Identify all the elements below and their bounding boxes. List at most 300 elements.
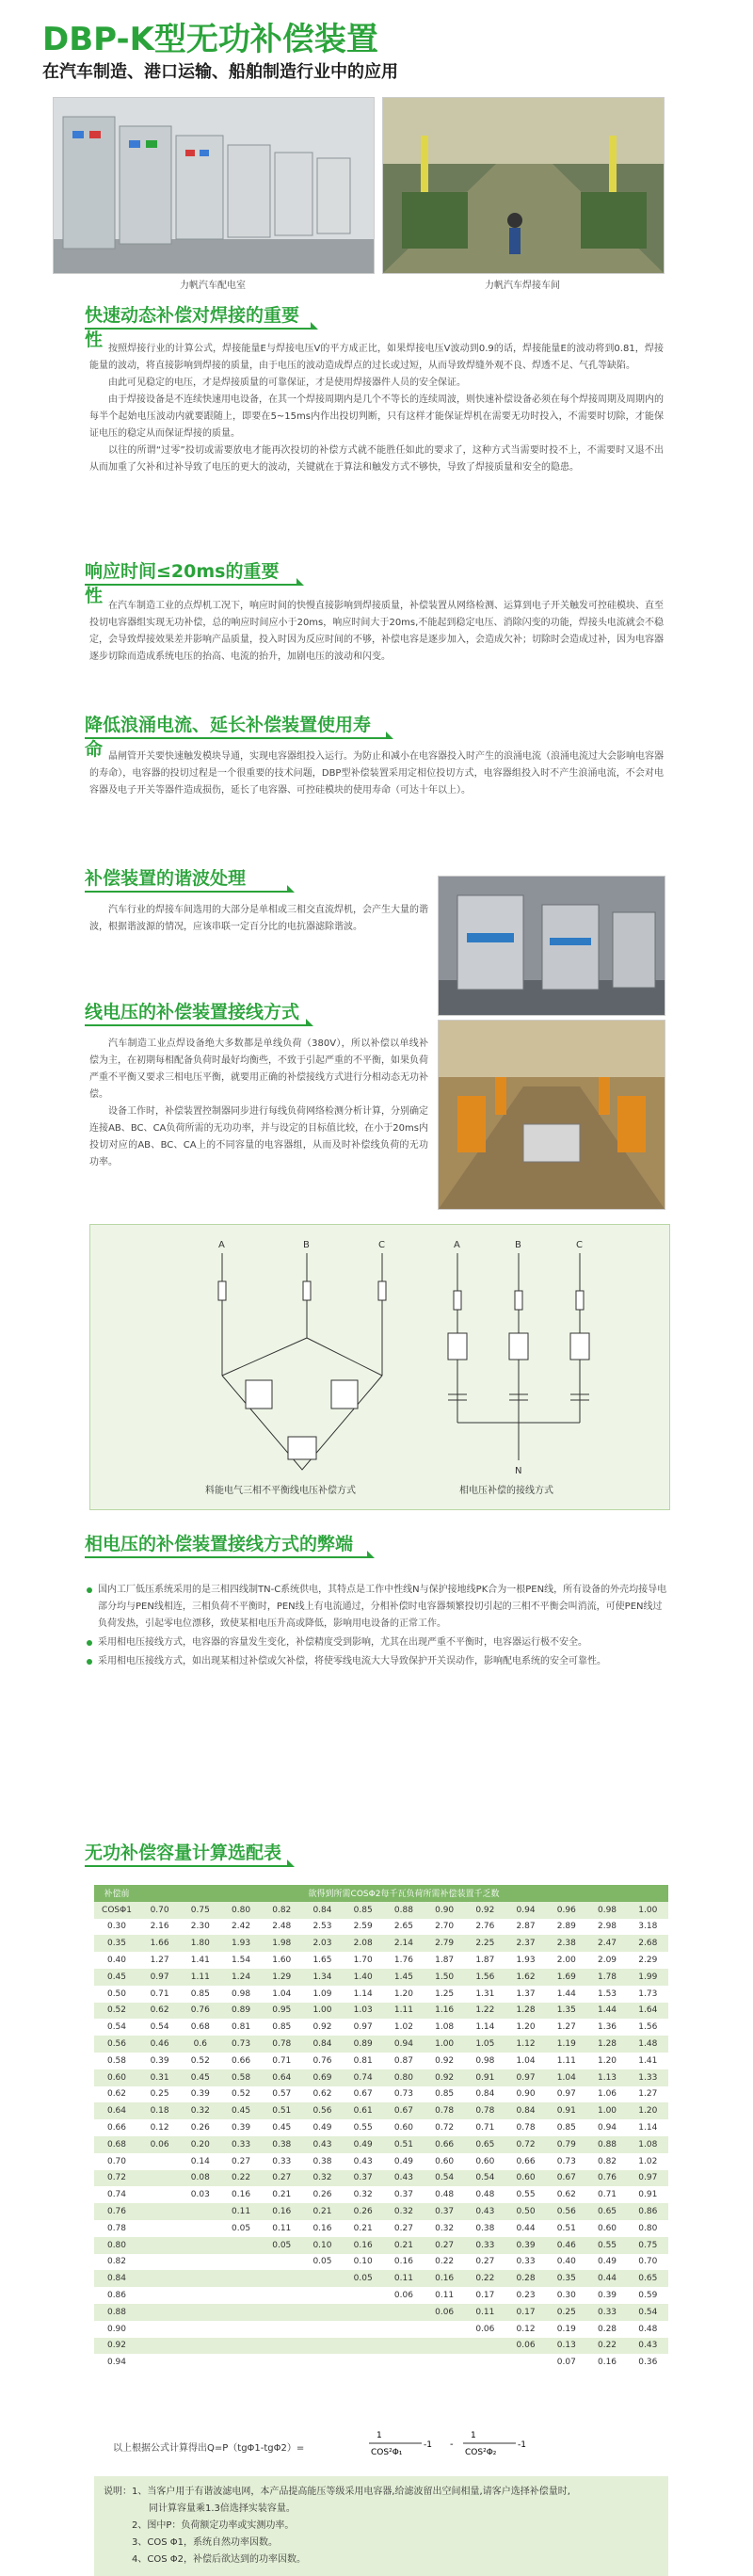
table-cell xyxy=(220,2321,261,2338)
paragraph: 汽车行业的焊接车间选用的大部分是单相或三相交直流焊机，会产生大量的谐波，根据谐波源的情况，应该串联一定百分比的电抗器滤除谐波。 xyxy=(89,905,428,932)
table-cell: 1.44 xyxy=(546,1986,586,2003)
table-cell: 0.22 xyxy=(220,2170,261,2187)
section-title: 补偿装置的谐波处理 xyxy=(85,868,247,889)
table-subheader-cell: 0.82 xyxy=(262,1902,302,1919)
table-row xyxy=(94,2170,668,2187)
table-cell: 1.04 xyxy=(546,2069,586,2086)
table-cell: 0.32 xyxy=(180,2102,220,2119)
wiring-diagram-panel xyxy=(89,1224,670,1510)
table-row xyxy=(94,1969,668,1986)
table-cell: 2.38 xyxy=(546,1935,586,1952)
table-cell: 1.00 xyxy=(302,2003,343,2020)
table-cell: 0.13 xyxy=(546,2338,586,2355)
table-row xyxy=(94,1986,668,2003)
table-cell: 0.94 xyxy=(94,2354,139,2371)
table-cell: 1.33 xyxy=(628,2069,668,2086)
formula-part: 1 xyxy=(471,2431,476,2440)
table-cell: 0.89 xyxy=(220,2003,261,2020)
table-cell: 1.99 xyxy=(628,1969,668,1986)
table-cell xyxy=(383,2304,424,2321)
table-cell: 0.22 xyxy=(425,2254,465,2271)
diagram-label: C xyxy=(576,1240,583,1250)
table-cell: 0.92 xyxy=(302,2019,343,2036)
table-cell: 0.26 xyxy=(180,2119,220,2136)
table-cell xyxy=(180,2237,220,2254)
table-cell: 0.05 xyxy=(302,2254,343,2271)
table-cell: 1.11 xyxy=(383,2003,424,2020)
table-cell: 0.27 xyxy=(465,2254,505,2271)
table-cell xyxy=(180,2287,220,2304)
table-cell: 0.84 xyxy=(302,2036,343,2053)
table-cell: 0.31 xyxy=(139,2069,180,2086)
table-cell: 1.09 xyxy=(302,1986,343,2003)
table-cell: 0.66 xyxy=(94,2119,139,2136)
table-header-cell: 补偿前 xyxy=(94,1885,139,1902)
table-cell: 1.44 xyxy=(586,2003,627,2020)
table-row xyxy=(94,2136,668,2153)
table-row xyxy=(94,1935,668,1952)
table-cell xyxy=(343,2287,383,2304)
table-cell xyxy=(180,2203,220,2220)
formula-part: -1 xyxy=(424,2440,432,2450)
table-subheader-cell: 0.96 xyxy=(546,1902,586,1919)
table-cell: 0.27 xyxy=(425,2237,465,2254)
section-title: 降低浪涌电流、延长补偿装置使用寿命 xyxy=(85,715,372,760)
table-cell: 1.76 xyxy=(383,1952,424,1969)
table-cell: 2.65 xyxy=(383,1919,424,1936)
table-cell: 1.04 xyxy=(262,1986,302,2003)
table-cell: 0.92 xyxy=(94,2338,139,2355)
paragraph: 汽车制造工业点焊设备绝大多数都是单线负荷（380V），所以补偿以单线补偿为主，在初期每相配备负荷时最好均衡些，不致于引起严重的不平衡，如果负荷严重不平衡又要求三相电压平衡，就要用正确的补偿接线方式进行分相动态无功补偿。 xyxy=(89,1038,428,1100)
table-cell: 0.44 xyxy=(586,2270,627,2287)
table-cell: 1.27 xyxy=(546,2019,586,2036)
table-cell: 1.93 xyxy=(220,1935,261,1952)
table-cell: 0.30 xyxy=(94,1919,139,1936)
table-cell: 0.61 xyxy=(343,2102,383,2119)
table-cell xyxy=(505,2354,546,2371)
table-cell xyxy=(425,2354,465,2371)
diagram-caption-left: 料能电气三相不平衡线电压补偿方式 xyxy=(205,1486,356,1496)
table-cell: 0.73 xyxy=(383,2086,424,2103)
table-row xyxy=(94,2287,668,2304)
table-cell: 0.79 xyxy=(546,2136,586,2153)
section-heading-3 xyxy=(85,713,386,760)
table-cell: 0.03 xyxy=(180,2186,220,2203)
table-cell: 0.72 xyxy=(94,2170,139,2187)
table-cell: 0.22 xyxy=(465,2270,505,2287)
table-cell: 0.27 xyxy=(220,2153,261,2170)
table-cell xyxy=(302,2304,343,2321)
table-cell xyxy=(180,2304,220,2321)
table-cell: 0.49 xyxy=(302,2119,343,2136)
table-cell: 0.17 xyxy=(465,2287,505,2304)
table-row xyxy=(94,2102,668,2119)
table-cell: 1.20 xyxy=(505,2019,546,2036)
table-cell: 1.02 xyxy=(628,2153,668,2170)
table-cell: 0.33 xyxy=(586,2304,627,2321)
table-cell: 0.17 xyxy=(505,2304,546,2321)
table-cell: 0.22 xyxy=(586,2338,627,2355)
table-cell xyxy=(139,2203,180,2220)
table-cell: 1.25 xyxy=(425,1986,465,2003)
table-cell: 0.11 xyxy=(220,2203,261,2220)
table-cell xyxy=(465,2354,505,2371)
section-1-body xyxy=(89,341,664,476)
paragraph: 以往的所谓“过零”投切或需要放电才能再次投切的补偿方式就不能胜任如此的要求了，这种方式当需要时投不上，不需要时又退不出从而加重了欠补和过补导致了电压的更大的波动，关键就在于算法和触发方式不够快，导致了焊接质量和安全的隐患。 xyxy=(89,445,664,473)
table-cell: 0.71 xyxy=(262,2053,302,2069)
table-cell xyxy=(220,2270,261,2287)
table-cell xyxy=(139,2220,180,2237)
formula-part: 1 xyxy=(376,2431,382,2440)
table-cell: 0.94 xyxy=(383,2036,424,2053)
table-cell: 1.93 xyxy=(505,1952,546,1969)
table-cell: 0.89 xyxy=(343,2036,383,2053)
table-cell: 0.74 xyxy=(94,2186,139,2203)
table-cell: 0.84 xyxy=(505,2102,546,2119)
table-cell xyxy=(220,2304,261,2321)
table-subheader-cell: 0.75 xyxy=(180,1902,220,1919)
table-cell: 1.80 xyxy=(180,1935,220,1952)
table-cell: 0.86 xyxy=(628,2203,668,2220)
table-cell: 0.06 xyxy=(383,2287,424,2304)
table-cell xyxy=(180,2270,220,2287)
table-cell: 0.07 xyxy=(546,2354,586,2371)
paragraph: 在汽车制造工业的点焊机工况下，响应时间的快慢直接影响到焊接质量，补偿装置从网络检测、运算到电子开关触发可控硅模块、直至投切电容器组实现无功补偿，总的响应时间应小于20ms，响应时间大于20ms,不能起到稳定电压、消除闪变的功能，焊接头电流就会不稳定，会导致焊接效果差并影响产品质量，投入时因为反应时间的不够，补偿电容是逐步加入，会造成欠补；切除时会造成过补，因为电容器逐步切除而造成系统电压的抬高、电流的抬升，加剧电压的波动和闪变。 xyxy=(89,601,664,662)
table-cell: 0.28 xyxy=(586,2321,627,2338)
table-row xyxy=(94,2354,668,2371)
table-cell: 0.36 xyxy=(628,2354,668,2371)
table-cell: 0.39 xyxy=(220,2119,261,2136)
table-row xyxy=(94,2237,668,2254)
table-cell xyxy=(180,2354,220,2371)
table-cell xyxy=(262,2254,302,2271)
table-cell: 0.16 xyxy=(586,2354,627,2371)
section-title: 响应时间≤20ms的重要性 xyxy=(85,561,280,606)
table-cell: 1.34 xyxy=(302,1969,343,1986)
table-cell: 1.11 xyxy=(546,2053,586,2069)
table-row xyxy=(94,2321,668,2338)
table-subheader-cell: 0.94 xyxy=(505,1902,546,1919)
table-cell: 1.66 xyxy=(139,1935,180,1952)
table-cell: 2.37 xyxy=(505,1935,546,1952)
table-cell: 0.71 xyxy=(586,2186,627,2203)
table-cell: 0.51 xyxy=(546,2220,586,2237)
table-cell: 1.22 xyxy=(465,2003,505,2020)
table-cell: 0.39 xyxy=(505,2237,546,2254)
table-cell: 0.85 xyxy=(425,2086,465,2103)
table-cell: 0.76 xyxy=(180,2003,220,2020)
page-subtitle: 在汽车制造、港口运输、船舶制造行业中的应用 xyxy=(42,62,398,82)
table-header-cell: 欲得到所需COSΦ2每千瓦负荷所需补偿装置千乏数 xyxy=(139,1885,668,1902)
table-cell: 0.37 xyxy=(425,2203,465,2220)
table-cell: 0.45 xyxy=(220,2102,261,2119)
table-cell: 0.35 xyxy=(546,2270,586,2287)
table-cell xyxy=(220,2237,261,2254)
table-cell: 0.11 xyxy=(465,2304,505,2321)
table-cell: 0.98 xyxy=(220,1986,261,2003)
table-subheader-cell: 0.88 xyxy=(383,1902,424,1919)
table-cell: 0.10 xyxy=(343,2254,383,2271)
table-cell: 2.08 xyxy=(343,1935,383,1952)
table-cell xyxy=(383,2338,424,2355)
page-title: DBP-K型无功补偿装置 xyxy=(42,21,378,58)
bullet-item: 国内工厂低压系统采用的是三相四线制TN-C系统供电，其特点是工作中性线N与保护接地线PK合为一根PEN线，所有设备的外壳均接导电部分均与PEN线相连，三相负荷不平衡时，PEN线上有电流通过，分相补偿时电容器频繁投切引起的三相不平衡会叫消流，可使PEN线过负荷发热，引起零电位漂移，致使某相电压升高或降低，影响用电设备的正常工作。 xyxy=(85,1582,668,1633)
section-6-bullets xyxy=(85,1582,668,1672)
table-cell xyxy=(180,2338,220,2355)
table-cell: 2.89 xyxy=(546,1919,586,1936)
table-cell: 0.49 xyxy=(586,2254,627,2271)
table-cell: 1.69 xyxy=(546,1969,586,1986)
table-cell: 0.60 xyxy=(94,2069,139,2086)
table-cell: 1.14 xyxy=(343,1986,383,2003)
section-title: 快速动态补偿对焊接的重要性 xyxy=(85,305,300,350)
photo-press-machines xyxy=(438,876,665,1016)
table-cell: 0.60 xyxy=(586,2220,627,2237)
table-cell: 0.45 xyxy=(262,2119,302,2136)
table-cell: 0.55 xyxy=(343,2119,383,2136)
table-cell: 2.53 xyxy=(302,1919,343,1936)
table-cell: 2.14 xyxy=(383,1935,424,1952)
table-cell: 0.37 xyxy=(383,2186,424,2203)
table-cell: 0.23 xyxy=(505,2287,546,2304)
table-subheader-cell: 0.98 xyxy=(586,1902,627,1919)
table-cell: 0.75 xyxy=(628,2237,668,2254)
table-cell: 0.05 xyxy=(220,2220,261,2237)
table-cell: 0.67 xyxy=(343,2086,383,2103)
table-cell xyxy=(302,2354,343,2371)
wiring-diagram xyxy=(90,1225,669,1509)
table-cell: 1.03 xyxy=(343,2003,383,2020)
table-cell: 0.14 xyxy=(180,2153,220,2170)
table-cell: 2.29 xyxy=(628,1952,668,1969)
table-row xyxy=(94,2036,668,2053)
formula-part: COS²Φ₁ xyxy=(371,2448,403,2457)
table-cell: 0.66 xyxy=(505,2153,546,2170)
table-cell: 1.45 xyxy=(383,1969,424,1986)
table-cell xyxy=(139,2287,180,2304)
note-item: 同计算容量乘1.3倍选择实装容量。 xyxy=(149,2504,296,2514)
table-cell: 1.20 xyxy=(628,2102,668,2119)
table-cell: 1.20 xyxy=(383,1986,424,2003)
table-cell xyxy=(139,2254,180,2271)
table-cell: 0.64 xyxy=(94,2102,139,2119)
table-cell xyxy=(262,2287,302,2304)
table-cell: 0.21 xyxy=(343,2220,383,2237)
formula xyxy=(94,2424,668,2466)
table-cell: 2.42 xyxy=(220,1919,261,1936)
table-cell: 0.46 xyxy=(546,2237,586,2254)
table-cell xyxy=(302,2321,343,2338)
section-heading-5 xyxy=(85,1000,306,1026)
table-cell: 1.56 xyxy=(465,1969,505,1986)
table-cell: 1.00 xyxy=(586,2102,627,2119)
table-cell: 0.43 xyxy=(302,2136,343,2153)
table-row xyxy=(94,2203,668,2220)
paragraph: 设备工作时，补偿装置控制器同步进行每线负荷网络检测分析计算，分别确定连接AB、BC、CA负荷所需的无功功率，并与设定的目标值比较，在小于20ms内投切对应的AB、BC、CA上的不同容量的电容器组，从而及时补偿线负荷的无功功率。 xyxy=(89,1106,428,1167)
table-cell: 0.54 xyxy=(465,2170,505,2187)
table-cell: 0.45 xyxy=(94,1969,139,1986)
table-cell: 0.65 xyxy=(628,2270,668,2287)
table-cell: 0.16 xyxy=(343,2237,383,2254)
table-cell: 0.69 xyxy=(302,2069,343,2086)
table-cell: 1.60 xyxy=(262,1952,302,1969)
table-cell xyxy=(180,2254,220,2271)
table-cell: 1.19 xyxy=(546,2036,586,2053)
table-cell: 0.92 xyxy=(425,2053,465,2069)
table-cell: 0.97 xyxy=(628,2170,668,2187)
diagram-label: N xyxy=(515,1466,522,1476)
table-cell: 1.48 xyxy=(628,2036,668,2053)
table-cell: 0.55 xyxy=(586,2237,627,2254)
table-cell: 1.62 xyxy=(505,1969,546,1986)
table-cell: 1.24 xyxy=(220,1969,261,1986)
table-cell: 0.97 xyxy=(139,1969,180,1986)
table-subheader-cell: COSΦ1 xyxy=(94,1902,139,1919)
table-row xyxy=(94,1952,668,1969)
table-cell: 0.80 xyxy=(383,2069,424,2086)
table-cell: 1.05 xyxy=(465,2036,505,2053)
table-cell: 0.11 xyxy=(383,2270,424,2287)
table-subheader-cell: 0.92 xyxy=(465,1902,505,1919)
table-cell: 0.54 xyxy=(139,2019,180,2036)
table-cell: 0.90 xyxy=(505,2086,546,2103)
table-cell: 0.74 xyxy=(343,2069,383,2086)
table-cell: 0.16 xyxy=(425,2270,465,2287)
table-cell: 0.71 xyxy=(139,1986,180,2003)
table-cell: 0.06 xyxy=(465,2321,505,2338)
table-cell: 0.40 xyxy=(94,1952,139,1969)
table-cell: 0.26 xyxy=(343,2203,383,2220)
table-cell: 0.85 xyxy=(546,2119,586,2136)
table-cell: 0.11 xyxy=(425,2287,465,2304)
table-cell: 1.87 xyxy=(465,1952,505,1969)
table-cell: 0.12 xyxy=(505,2321,546,2338)
section-heading-4 xyxy=(85,866,287,893)
table-cell: 0.56 xyxy=(546,2203,586,2220)
table-cell xyxy=(180,2220,220,2237)
table-cell: 0.78 xyxy=(465,2102,505,2119)
table-cell xyxy=(180,2321,220,2338)
table-cell: 1.31 xyxy=(465,1986,505,2003)
table-cell xyxy=(139,2354,180,2371)
table-cell: 0.65 xyxy=(465,2136,505,2153)
notes-box xyxy=(94,2476,668,2576)
table-cell: 2.16 xyxy=(139,1919,180,1936)
table-cell: 2.70 xyxy=(425,1919,465,1936)
table-cell: 0.72 xyxy=(505,2136,546,2153)
table-cell: 1.29 xyxy=(262,1969,302,1986)
table-cell: 2.00 xyxy=(546,1952,586,1969)
table-cell: 0.50 xyxy=(94,1986,139,2003)
table-cell: 1.53 xyxy=(586,1986,627,2003)
table-cell: 0.05 xyxy=(262,2237,302,2254)
table-cell: 0.08 xyxy=(180,2170,220,2187)
table-cell: 0.52 xyxy=(94,2003,139,2020)
table-cell: 0.97 xyxy=(343,2019,383,2036)
table-cell: 0.45 xyxy=(180,2069,220,2086)
table-cell: 2.79 xyxy=(425,1935,465,1952)
table-cell xyxy=(302,2338,343,2355)
table-cell: 0.87 xyxy=(383,2053,424,2069)
table-cell: 0.10 xyxy=(302,2237,343,2254)
table-row xyxy=(94,2338,668,2355)
table-cell: 0.40 xyxy=(546,2254,586,2271)
table-cell xyxy=(262,2354,302,2371)
table-cell: 1.65 xyxy=(302,1952,343,1969)
table-cell: 1.41 xyxy=(628,2053,668,2069)
table-cell: 1.64 xyxy=(628,2003,668,2020)
diagram-label: B xyxy=(303,1240,310,1250)
table-cell xyxy=(343,2321,383,2338)
table-cell: 0.98 xyxy=(465,2053,505,2069)
table-cell: 0.20 xyxy=(180,2136,220,2153)
table-cell: 0.76 xyxy=(302,2053,343,2069)
table-cell: 1.14 xyxy=(628,2119,668,2136)
notes-label: 说明： xyxy=(104,2487,132,2497)
table-cell: 0.12 xyxy=(139,2119,180,2136)
table-cell: 2.30 xyxy=(180,1919,220,1936)
table-cell: 0.35 xyxy=(94,1935,139,1952)
table-cell: 0.88 xyxy=(586,2136,627,2153)
table-cell: 0.54 xyxy=(628,2304,668,2321)
table-cell: 0.91 xyxy=(546,2102,586,2119)
table-cell: 2.25 xyxy=(465,1935,505,1952)
table-cell: 0.97 xyxy=(505,2069,546,2086)
table-cell: 0.94 xyxy=(586,2119,627,2136)
table-cell: 1.98 xyxy=(262,1935,302,1952)
table-cell: 0.48 xyxy=(425,2186,465,2203)
table-cell: 0.86 xyxy=(94,2287,139,2304)
table-cell: 0.73 xyxy=(220,2036,261,2053)
table-cell: 0.59 xyxy=(628,2287,668,2304)
table-cell: 2.59 xyxy=(343,1919,383,1936)
table-cell: 0.72 xyxy=(425,2119,465,2136)
table-cell xyxy=(383,2321,424,2338)
section-2-body xyxy=(89,598,664,666)
table-cell: 2.98 xyxy=(586,1919,627,1936)
table-cell: 0.19 xyxy=(546,2321,586,2338)
table-row xyxy=(94,2186,668,2203)
table-cell: 0.38 xyxy=(302,2153,343,2170)
table-cell: 0.91 xyxy=(465,2069,505,2086)
table-cell: 0.80 xyxy=(94,2237,139,2254)
table-cell xyxy=(425,2321,465,2338)
table-cell xyxy=(262,2321,302,2338)
table-cell: 0.11 xyxy=(262,2220,302,2237)
table-cell: 0.52 xyxy=(220,2086,261,2103)
table-cell: 0.46 xyxy=(139,2036,180,2053)
table-cell: 0.39 xyxy=(586,2287,627,2304)
table-row xyxy=(94,2304,668,2321)
table-cell xyxy=(220,2254,261,2271)
table-cell: 1.28 xyxy=(586,2036,627,2053)
table-subheader-cell: 0.80 xyxy=(220,1902,261,1919)
table-cell: 0.62 xyxy=(302,2086,343,2103)
table-cell: 0.81 xyxy=(343,2053,383,2069)
table-cell xyxy=(139,2170,180,2187)
table-cell xyxy=(343,2354,383,2371)
table-cell: 2.09 xyxy=(586,1952,627,1969)
table-cell: 1.87 xyxy=(425,1952,465,1969)
table-cell xyxy=(139,2186,180,2203)
table-cell: 0.18 xyxy=(139,2102,180,2119)
table-cell: 0.78 xyxy=(505,2119,546,2136)
table-row xyxy=(94,2119,668,2136)
note-item: 2、图中P：负荷额定功率或实测功率。 xyxy=(132,2520,295,2531)
paragraph: 晶闸管开关要快速触发模块导通，实现电容器组投入运行。为防止和减小在电容器投入时产生的浪涌电流（浪涌电流过大会影响电容器的寿命），电容器的投切过程是一个很重要的技术问题，DBP型补偿装置采用定相位投切方式，电容器组投入时不产生浪涌电流，不会对电容器及电子开关等器件造成损伤，延长了电容器、可控硅模块的使用寿命（可达十年以上）。 xyxy=(89,751,664,796)
table-subheader-cell: 0.70 xyxy=(139,1902,180,1919)
table-cell: 0.48 xyxy=(465,2186,505,2203)
